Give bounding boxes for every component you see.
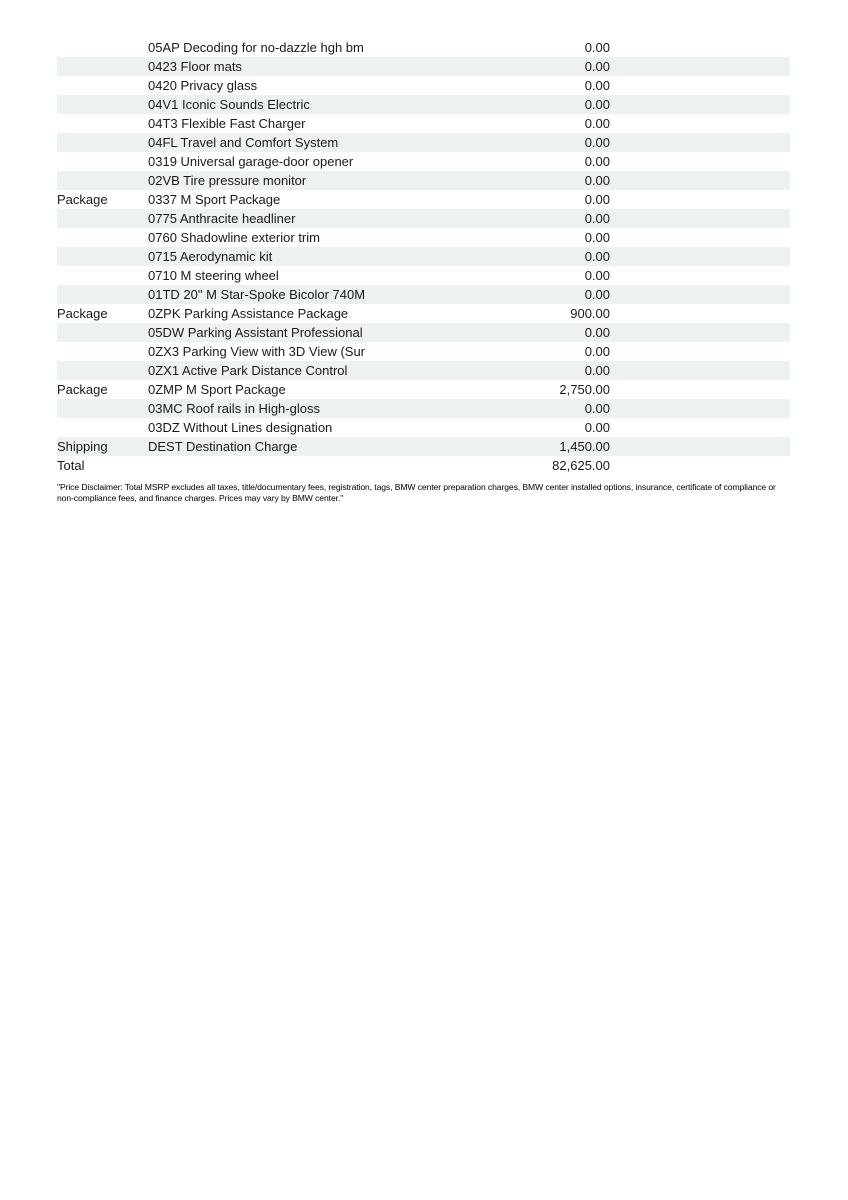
row-item: 0337 M Sport Package [148, 192, 281, 207]
row-price: 0.00 [584, 154, 610, 169]
row-price: 0.00 [584, 401, 610, 416]
row-price: 1,450.00 [559, 439, 610, 454]
row-price: 0.00 [584, 420, 610, 435]
row-item: 0420 Privacy glass [148, 78, 258, 93]
table-row [57, 152, 790, 171]
table-row [57, 190, 790, 209]
row-price: 0.00 [584, 116, 610, 131]
table-row [57, 247, 790, 266]
row-item: 0423 Floor mats [148, 59, 242, 74]
table-row [57, 209, 790, 228]
row-item: 0710 M steering wheel [148, 268, 279, 283]
row-item: 0775 Anthracite headliner [148, 211, 296, 226]
row-category: Total [57, 458, 85, 473]
row-item: 0ZX1 Active Park Distance Control [148, 363, 348, 378]
row-price: 0.00 [584, 211, 610, 226]
row-price: 0.00 [584, 325, 610, 340]
table-row [57, 266, 790, 285]
row-price: 0.00 [584, 78, 610, 93]
row-price: 0.00 [584, 268, 610, 283]
table-row [57, 342, 790, 361]
options-table [57, 38, 790, 475]
row-price: 0.00 [584, 192, 610, 207]
table-row [57, 361, 790, 380]
row-price: 0.00 [584, 59, 610, 74]
row-price: 0.00 [584, 249, 610, 264]
table-row [57, 323, 790, 342]
row-item: 04T3 Flexible Fast Charger [148, 116, 306, 131]
table-row [57, 437, 790, 456]
row-category: Package [57, 192, 108, 207]
table-row [57, 76, 790, 95]
row-item: DEST Destination Charge [148, 439, 298, 454]
row-price: 900.00 [570, 306, 610, 321]
row-price: 2,750.00 [559, 382, 610, 397]
row-item: 02VB Tire pressure monitor [148, 173, 307, 188]
table-row [57, 285, 790, 304]
price-disclaimer: "Price Disclaimer: Total MSRP excludes all taxes, title/documentary fees, registration, tags, BMW center preparation charges, BMW center installed options, insurance, certificate of compliance or non-compliance fees, and finance charges. Prices may vary by BMW center." [57, 482, 776, 503]
table-row [57, 95, 790, 114]
row-category: Package [57, 382, 108, 397]
table-row [57, 456, 790, 475]
row-item: 0715 Aerodynamic kit [148, 249, 273, 264]
table-row [57, 171, 790, 190]
table-row [57, 418, 790, 437]
table-row [57, 57, 790, 76]
row-category: Shipping [57, 439, 108, 454]
row-item: 01TD 20" M Star-Spoke Bicolor 740M [148, 287, 366, 302]
table-row [57, 38, 790, 57]
row-price: 0.00 [584, 344, 610, 359]
row-price: 0.00 [584, 363, 610, 378]
table-row [57, 380, 790, 399]
table-row [57, 399, 790, 418]
table-row [57, 228, 790, 247]
row-item: 0319 Universal garage-door opener [148, 154, 354, 169]
row-price: 0.00 [584, 40, 610, 55]
row-item: 0ZPK Parking Assistance Package [148, 306, 349, 321]
row-item: 03MC Roof rails in High-gloss [148, 401, 320, 416]
row-item: 05AP Decoding for no-dazzle hgh bm [148, 40, 364, 55]
row-item: 0ZX3 Parking View with 3D View (Sur [148, 344, 366, 359]
row-price: 0.00 [584, 230, 610, 245]
table-row [57, 133, 790, 152]
row-item: 05DW Parking Assistant Professional [148, 325, 363, 340]
row-item: 0ZMP M Sport Package [148, 382, 286, 397]
table-row [57, 304, 790, 323]
table-row [57, 114, 790, 133]
row-item: 03DZ Without Lines designation [148, 420, 333, 435]
row-price: 0.00 [584, 287, 610, 302]
row-price: 0.00 [584, 97, 610, 112]
row-price: 82,625.00 [552, 458, 610, 473]
row-item: 0760 Shadowline exterior trim [148, 230, 320, 245]
row-item: 04V1 Iconic Sounds Electric [148, 97, 310, 112]
row-price: 0.00 [584, 135, 610, 150]
row-category: Package [57, 306, 108, 321]
row-price: 0.00 [584, 173, 610, 188]
row-item: 04FL Travel and Comfort System [148, 135, 339, 150]
